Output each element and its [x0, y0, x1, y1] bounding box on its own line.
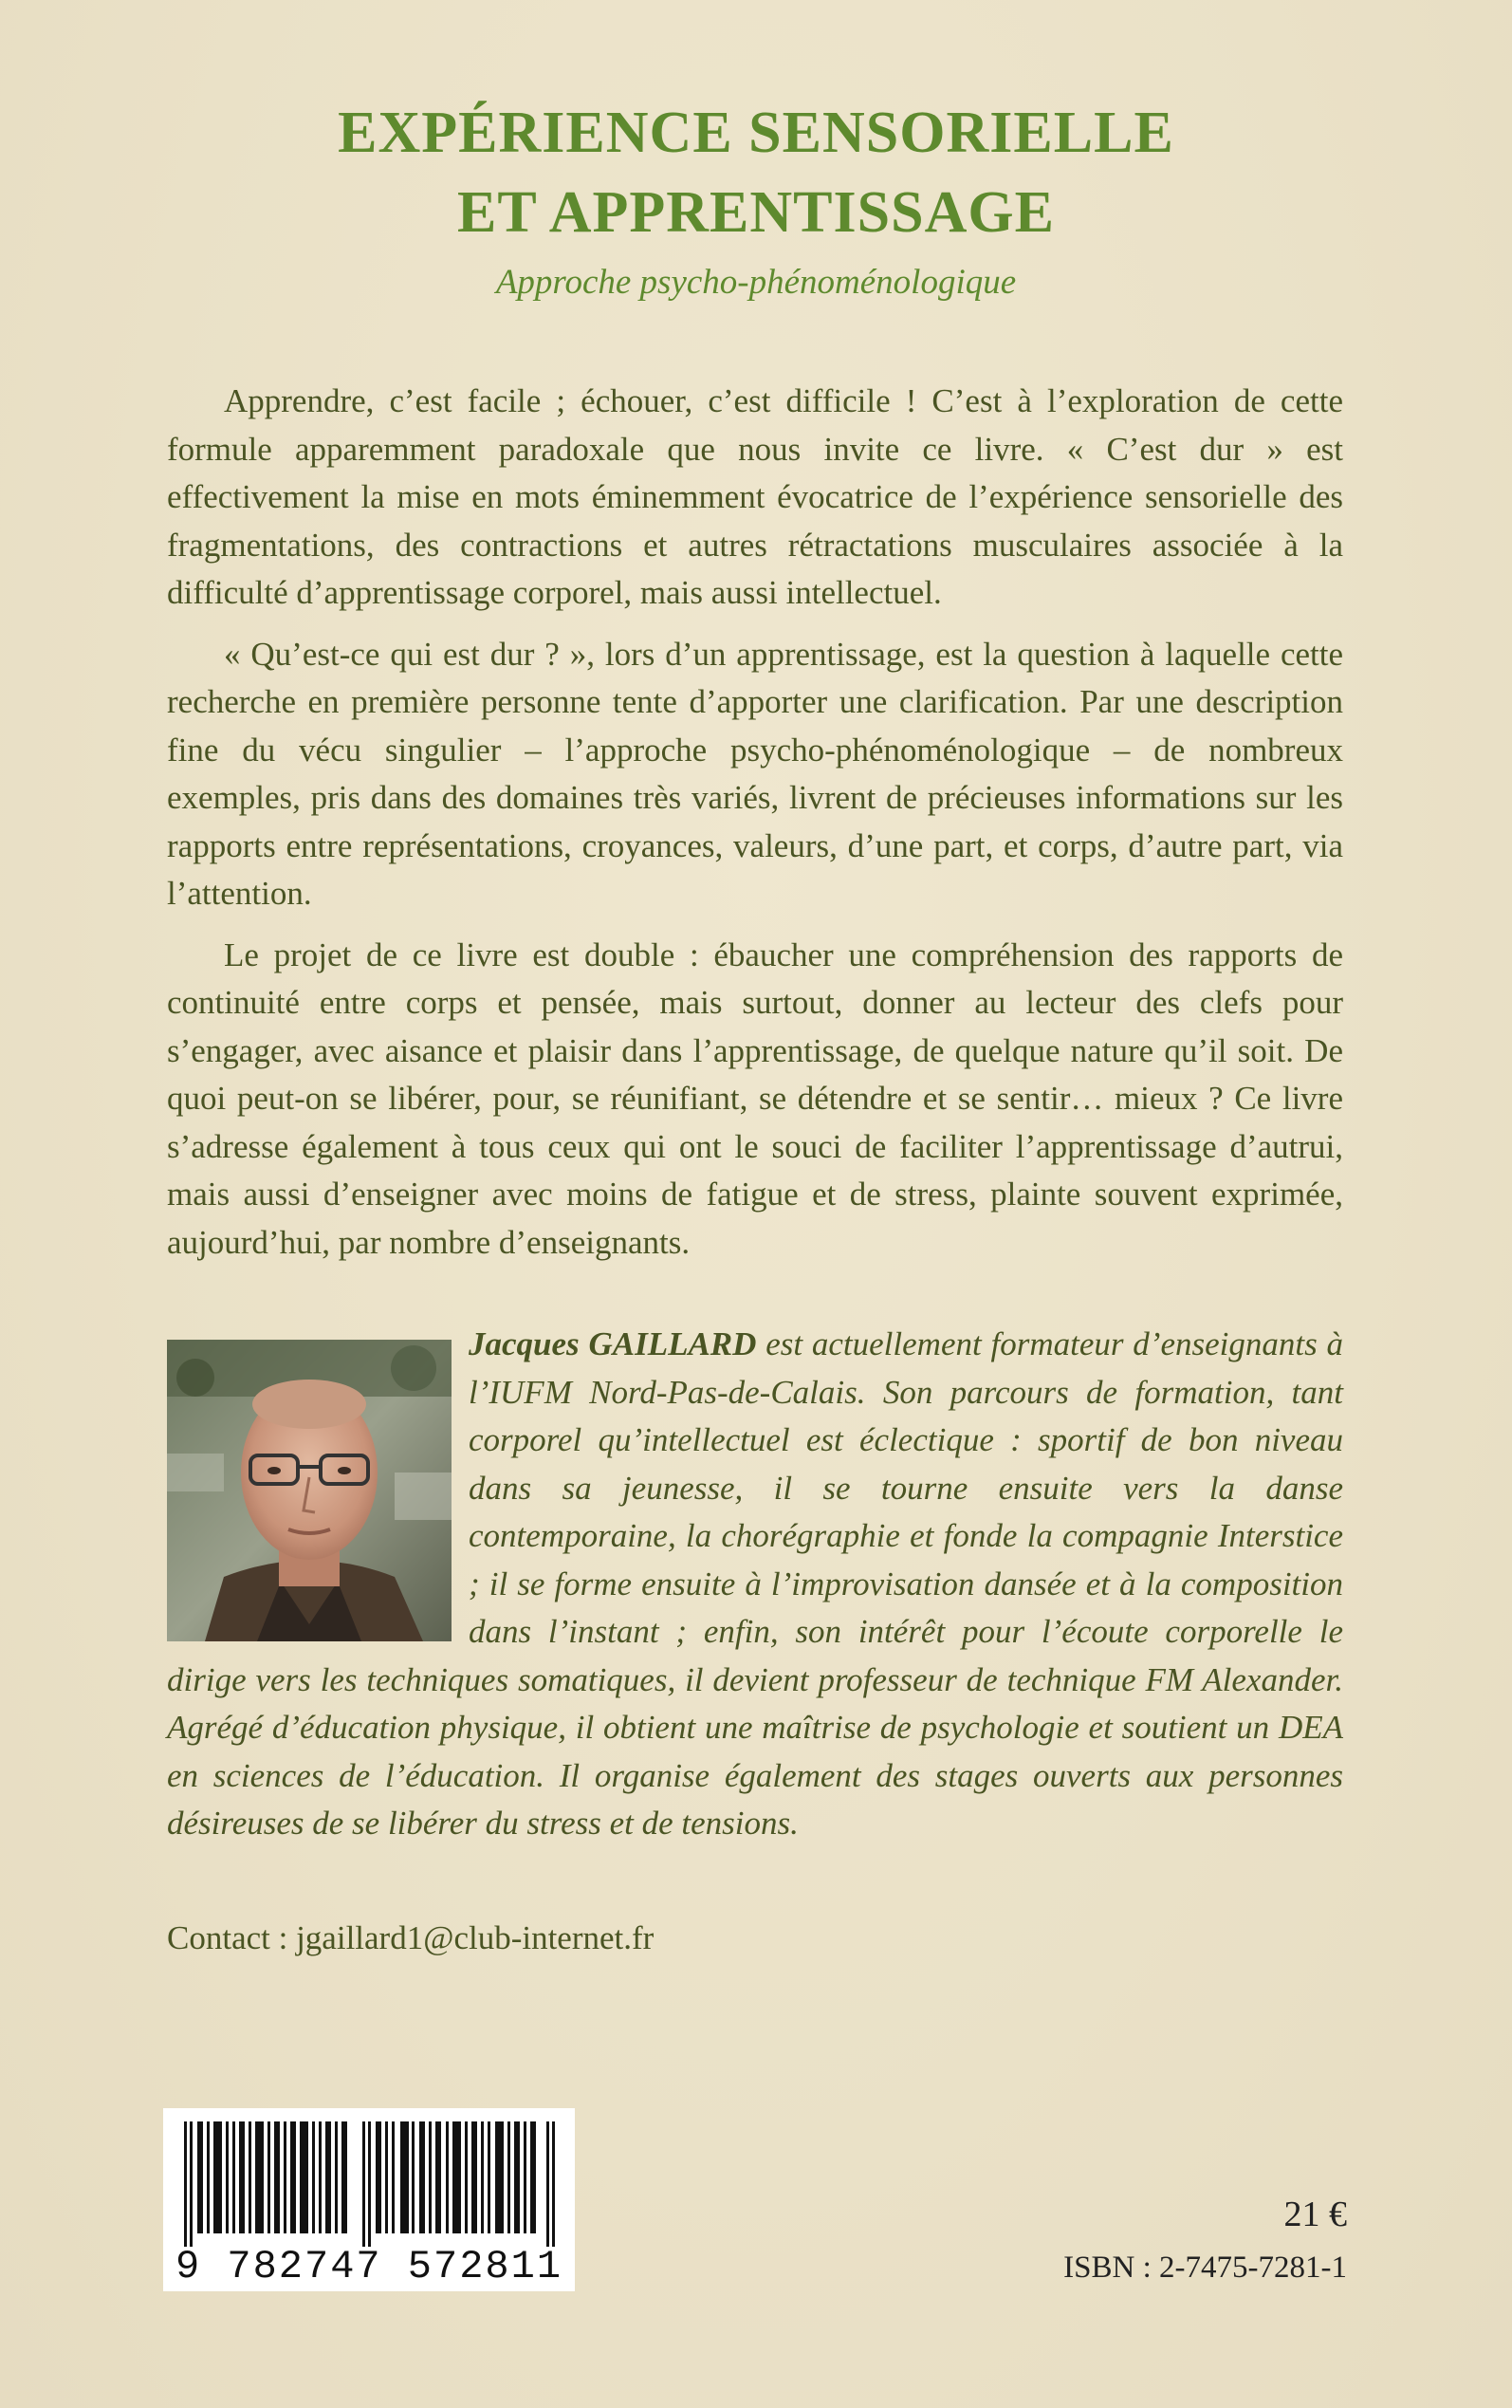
author-portrait-image [167, 1340, 452, 1641]
blurb-paragraph-3: Le projet de ce livre est double : ébaucher une compréhension des rapports de continuité entre corps et pensée, mais surtout, donner au lecteur des clefs pour s’engager, avec aisance et plaisir dans l’apprentissage, de quelque nature qu’il soit. De quoi peut-on se libérer, pour, se réunifiant, se détendre et se sentir… mieux ? Ce livre s’adresse également à tous ceux qui ont le souci de faciliter l’apprentissage d’autrui, mais aussi d’enseigner avec moins de fatigue et de stress, plainte souvent exprimée, aujourd’hui, par nombre d’enseignants. [167, 935, 1343, 1261]
book-subtitle: Approche psycho-phénoménologique [495, 263, 1017, 302]
author-photo [167, 1340, 452, 1641]
blurb-paragraph-1: Apprendre, c’est facile ; échouer, c’est difficile ! C’est à l’exploration de cette formule apparemment paradoxale que nous invite ce livre. « C’est dur » est effectivement la mise en mots éminemment évocatrice de l’expérience sensorielle des fragmentations, des contractions et autres rétractations musculaires associée à la difficulté d’apprentissage corporel, mais aussi intellectuel. [167, 382, 1343, 611]
barcode-bars [184, 2121, 556, 2247]
barcode-digits: 9 782747 572811 [175, 2244, 563, 2289]
price: 21 € [1283, 2195, 1347, 2234]
title-line-2: ET APPRENTISSAGE [457, 180, 1055, 245]
isbn-barcode [163, 2108, 575, 2291]
title-line-1: EXPÉRIENCE SENSORIELLE [338, 101, 1174, 165]
isbn-number: ISBN : 2-7475-7281-1 [1063, 2251, 1347, 2285]
blurb [167, 378, 1343, 1280]
book-title [0, 93, 1512, 252]
blurb-paragraph-2: « Qu’est-ce qui est dur ? », lors d’un apprentissage, est la question à laquelle cette recherche en première personne tente d’apporter une clarification. Par une description fine du vécu singulier – l’approche psycho-phénoménologique – de nombreux exemples, pris dans des domaines très variés, livrent de précieuses informations sur les rapports entre représentations, croyances, valeurs, d’une part, et corps, d’autre part, via l’attention. [167, 635, 1343, 912]
author-bio-text: est actuellement formateur d’enseignants à l’IUFM Nord-Pas-de-Calais. Son parcours de formation, tant corporel qu’intellectuel est éclectique : sportif de bon niveau dans sa jeunesse, il se tourne ensuite vers la danse contemporaine, la chorégraphie et fonde la compagnie Interstice ; il se forme ensuite à l’improvisation dansée et à la composition dans l’instant ; enfin, son intérêt pour l’écoute corporelle le dirige vers les techniques somatiques, il devient professeur de technique FM Alexander. Agrégé d’éducation physique, il obtient une maîtrise de psychologie et soutient un DEA en sciences de l’éducation. Il organise également des stages ouverts aux personnes désireuses de se libérer du stress et de tensions. [167, 1325, 1343, 1842]
author-name: Jacques GAILLARD [469, 1325, 757, 1362]
contact-line: Contact : jgaillard1@club-internet.fr [167, 1919, 655, 1956]
